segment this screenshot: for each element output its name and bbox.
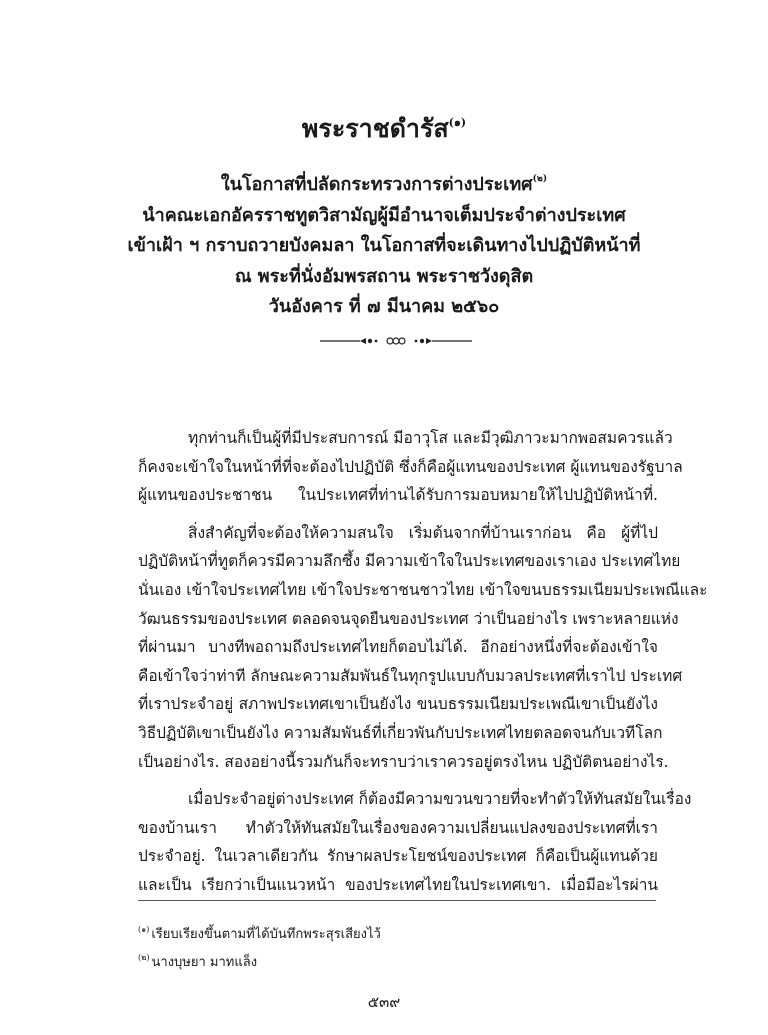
footnote-mark: (๑) bbox=[138, 925, 150, 934]
footnote-text: เรียบเรียงขึ้นตามที่ได้บันทึกพระสุรเสียงไว้ bbox=[151, 927, 381, 942]
paragraph-line: ผู้แทนของประชาชน ในประเทศที่ท่านได้รับการมอบหมายให้ไปปฏิบัติหน้าที่. bbox=[138, 486, 658, 505]
subtitle-line-1 bbox=[0, 164, 768, 201]
paragraph bbox=[138, 424, 683, 510]
speech-body bbox=[138, 424, 708, 909]
subtitle-line-2: นำคณะเอกอัครราชทูตวิสามัญผู้มีอำนาจเต็มประจำต่างประเทศ bbox=[142, 204, 626, 226]
subtitle-line-3: เข้าเฝ้า ฯ กราบถวายบังคมลา ในโอกาสที่จะเดินทางไปปฏิบัติหน้าที่ bbox=[127, 235, 641, 256]
ornamental-divider-icon bbox=[320, 332, 472, 350]
footnote-text: นางบุษยา มาทแล็ง bbox=[151, 955, 258, 970]
paragraph-line: ทุกท่านก็เป็นผู้ที่มีประสบการณ์ มีอาวุโส และมีวุฒิภาวะมากพอสมควรแล้ว bbox=[188, 429, 673, 447]
paragraph-line: ปฏิบัติหน้าที่ทูตก็ควรมีความลึกซึ้ง มีความเข้าใจในประเทศของเราเอง ประเทศไทย bbox=[138, 552, 681, 571]
subtitle-line-5: วันอังคาร ที่ ๗ มีนาคม ๒๕๖๐ bbox=[268, 296, 500, 317]
paragraph-line: ก็คงจะเข้าใจในหน้าที่ที่จะต้องไปปฏิบัติ ซึ่งก็คือผู้แทนของประเทศ ผู้แทนของรัฐบาล bbox=[138, 457, 683, 476]
paragraph bbox=[138, 785, 692, 899]
paragraph-line: ที่เราประจำอยู่ สภาพประเทศเขาเป็นยังไง ขนบธรรมเนียมประเพณีเขาเป็นยังไง bbox=[138, 695, 658, 714]
footnote-1 bbox=[138, 918, 381, 946]
paragraph-line: เป็นอย่างไร. สองอย่างนี้รวมกันก็จะทราบว่าเราควรอยู่ตรงไหน ปฏิบัติตนอย่างไร. bbox=[138, 752, 669, 771]
footnotes bbox=[138, 918, 381, 974]
paragraph-line: และเป็น เรียกว่าเป็นแนวหน้า ของประเทศไทยในประเทศเขา. เมื่อมีอะไรผ่าน bbox=[138, 875, 658, 894]
paragraph-line: คือเข้าใจว่าท่าที ลักษณะความสัมพันธ์ในทุกรูปแบบกับมวลประเทศที่เราไป ประเทศ bbox=[138, 666, 683, 685]
occasion-heading bbox=[0, 164, 768, 323]
subtitle-footnote-mark: (๒) bbox=[532, 174, 548, 184]
paragraph-line: ของบ้านเรา ทำตัวให้ทันสมัยในเรื่องของความเปลี่ยนแปลงของประเทศที่เรา bbox=[138, 818, 658, 837]
footnote-mark: (๒) bbox=[138, 953, 150, 962]
footnote-divider bbox=[138, 900, 656, 901]
paragraph bbox=[138, 519, 708, 776]
paragraph-line: สิ่งสำคัญที่จะต้องให้ความสนใจ เริ่มต้นจากที่บ้านเราก่อน คือ ผู้ที่ไป bbox=[188, 523, 658, 542]
page-title bbox=[0, 106, 768, 146]
subtitle-line-4: ณ พระที่นั่งอัมพรสถาน พระราชวังดุสิต bbox=[234, 265, 534, 287]
title-footnote-mark: (๑) bbox=[448, 116, 467, 129]
paragraph-line: นั่นเอง เข้าใจประเทศไทย เข้าใจประชาชนชาวไทย เข้าใจขนบธรรมเนียมประเพณีและ bbox=[138, 580, 708, 599]
paragraph-line: ที่ผ่านมา บางทีพอถามถึงประเทศไทยก็ตอบไม่ได้. อีกอย่างหนึ่งที่จะต้องเข้าใจ bbox=[138, 638, 658, 657]
title-text: พระราชดำรัส bbox=[301, 114, 449, 143]
paragraph-line: วิธีปฏิบัติเขาเป็นยังไง ความสัมพันธ์ที่เกี่ยวพันกับประเทศไทยตลอดจนกับเวทีโลก bbox=[138, 723, 663, 742]
paragraph-line: เมื่อประจำอยู่ต่างประเทศ ก็ต้องมีความขวนขวายที่จะทำตัวให้ทันสมัยในเรื่อง bbox=[188, 790, 692, 809]
page-number: ๕๓๙ bbox=[367, 993, 401, 1011]
footnote-2 bbox=[138, 946, 381, 974]
paragraph-line: ประจำอยู่. ในเวลาเดียวกัน รักษาผลประโยชน์ของประเทศ ก็คือเป็นผู้แทนด้วย bbox=[138, 847, 658, 866]
subtitle-line-1-text: ในโอกาสที่ปลัดกระทรวงการต่างประเทศ bbox=[220, 174, 533, 195]
paragraph-line: วัฒนธรรมของประเทศ ตลอดจนจุดยืนของประเทศ ว่าเป็นอย่างไร เพราะหลายแห่ง bbox=[138, 609, 679, 628]
